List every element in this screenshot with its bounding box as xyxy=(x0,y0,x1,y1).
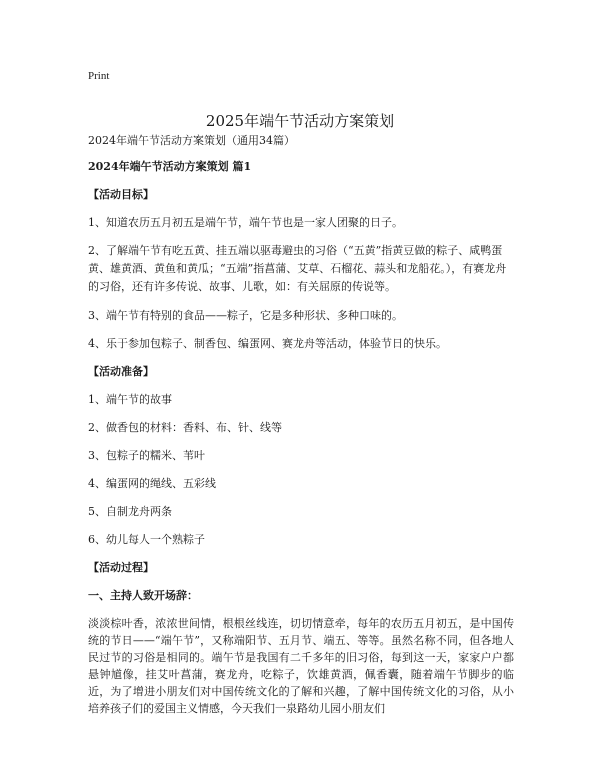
list-item: 2、做香包的材料：香料、布、针、线等 xyxy=(88,421,282,434)
list-item: 1、端午节的故事 xyxy=(88,393,172,406)
list-item: 4、编蛋网的绳线、五彩线 xyxy=(88,477,216,490)
list-item: 6、幼儿每人一个熟粽子 xyxy=(88,533,205,546)
document-subtitle: 2024年端午节活动方案策划（通用34篇） xyxy=(88,134,295,147)
list-item: 3、包粽子的糯米、苇叶 xyxy=(88,449,205,462)
document-body xyxy=(88,132,514,717)
list-item: 4、乐于参加包粽子、制香包、编蛋网、赛龙舟等活动，体验节日的快乐。 xyxy=(88,337,447,350)
body-paragraph: 淡淡棕叶香，浓浓世间情，根根丝线连，切切情意牵，每年的农历五月初五，是中国传统的节日——“端午节”，又称端阳节、五月节、端五、等等。虽然名称不同，但各地人民过节的习俗是相同的。端午节是我国有二千多年的旧习俗，每到这一天，家家户户都悬钟馗像，挂艾叶菖蒲，赛龙舟，吃粽子，饮雄黄酒，佩香囊，随着端午节脚步的临近，为了增进小朋友们对中国传统文化的了解和兴趣，了解中国传统文化的习俗，从小培养孩子们的爱国主义情感，今天我们一泉路幼儿园小朋友们 xyxy=(88,617,514,715)
section-heading-preparation: 【活动准备】 xyxy=(88,365,154,378)
section-heading-process: 【活动过程】 xyxy=(88,561,154,574)
section-heading-goals: 【活动目标】 xyxy=(88,188,154,201)
chapter-title: 2024年端午节活动方案策划 篇1 xyxy=(88,160,252,173)
page-title: 2025年端午节活动方案策划 xyxy=(205,112,395,131)
list-item: 1、知道农历五月初五是端午节，端午节也是一家人团聚的日子。 xyxy=(88,216,403,229)
list-item: 3、端午节有特别的食品——粽子，它是多种形状、多种口味的。 xyxy=(88,309,403,322)
list-item: 5、自制龙舟两条 xyxy=(88,505,172,518)
list-item: 2、了解端午节有吃五黄、挂五端以驱毒避虫的习俗（“五黄”指黄豆做的粽子、咸鸭蛋黄、雄黄酒、黄鱼和黄瓜；“五端”指菖蒲、艾草、石榴花、蒜头和龙船花。），有赛龙舟的习俗，还有许多传说、故事、儿歌，如：有关屈原的传说等。 xyxy=(88,244,507,293)
sub-heading-opening: 一、主持人致开场辞： xyxy=(88,589,198,602)
print-link[interactable]: Print xyxy=(88,70,110,82)
